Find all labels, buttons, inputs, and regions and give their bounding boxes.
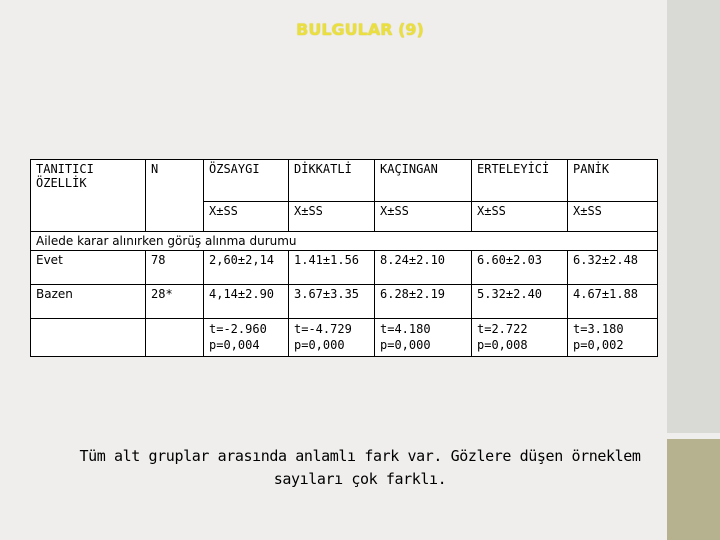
- header-kacingan: KAÇINGAN: [375, 160, 472, 202]
- table-cell: 6.28±2.19: [375, 285, 472, 319]
- row-label: Evet: [31, 251, 146, 285]
- header-tanitici-ozellik: TANITICI ÖZELLİK: [31, 160, 146, 232]
- table-cell: 6.32±2.48: [568, 251, 658, 285]
- table-cell: 1.41±1.56: [289, 251, 375, 285]
- stat-cell: t=-2.960 p=0,004: [204, 319, 289, 357]
- empty-cell: [146, 319, 204, 357]
- header-erteleyici: ERTELEYİCİ: [472, 160, 568, 202]
- row-n: 28*: [146, 285, 204, 319]
- header-row: [31, 160, 658, 202]
- slide-title: BULGULAR (9): [296, 20, 424, 39]
- subheader-cell: X±SS: [472, 202, 568, 232]
- row-n: 78: [146, 251, 204, 285]
- stats-row: [31, 319, 658, 357]
- subheader-cell: X±SS: [568, 202, 658, 232]
- stat-cell: t=2.722 p=0,008: [472, 319, 568, 357]
- table-cell: 6.60±2.03: [472, 251, 568, 285]
- table-row: [31, 285, 658, 319]
- subheader-cell: X±SS: [375, 202, 472, 232]
- stat-cell: t=3.180 p=0,002: [568, 319, 658, 357]
- header-dikkatli: DİKKATLİ: [289, 160, 375, 202]
- stat-cell: t=-4.729 p=0,000: [289, 319, 375, 357]
- empty-cell: [31, 319, 146, 357]
- section-note-row: [31, 232, 658, 251]
- subheader-cell: X±SS: [204, 202, 289, 232]
- stat-cell: t=4.180 p=0,000: [375, 319, 472, 357]
- row-label: Bazen: [31, 285, 146, 319]
- table-cell: 4.67±1.88: [568, 285, 658, 319]
- header-n: N: [146, 160, 204, 232]
- sidebar-top-block: [667, 0, 720, 433]
- table-cell: 2,60±2,14: [204, 251, 289, 285]
- table-cell: 3.67±3.35: [289, 285, 375, 319]
- table-cell: 4,14±2.90: [204, 285, 289, 319]
- header-ozsaygi: ÖZSAYGI: [204, 160, 289, 202]
- results-table: [30, 159, 658, 357]
- subheader-cell: X±SS: [289, 202, 375, 232]
- header-panik: PANİK: [568, 160, 658, 202]
- table-cell: 8.24±2.10: [375, 251, 472, 285]
- conclusion-text: Tüm alt gruplar arasında anlamlı fark var. Gözlere düşen örneklem sayıları çok farklı.: [79, 447, 641, 488]
- table-cell: 5.32±2.40: [472, 285, 568, 319]
- section-note: Ailede karar alınırken görüş alınma durumu: [31, 232, 658, 251]
- table-row: [31, 251, 658, 285]
